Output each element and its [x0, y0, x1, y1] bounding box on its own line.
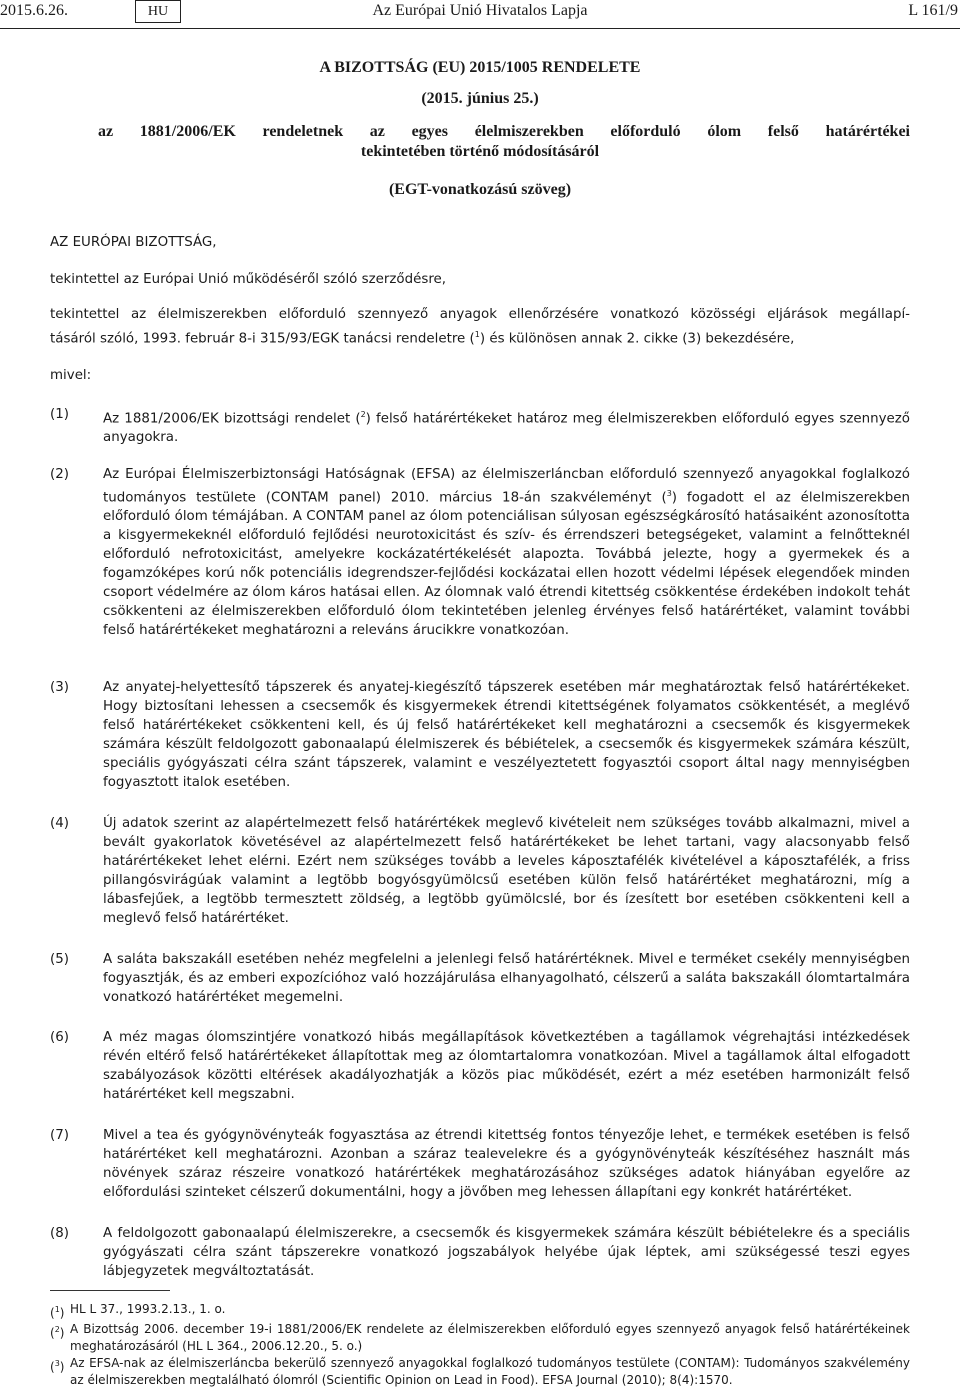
regulation-subject-line1: az 1881/2006/EK rendeletnek az egyes élelmiszerekben előforduló ólom felső határértékei: [98, 123, 910, 140]
preamble-citation-2-line1: tekintettel az élelmiszerekben előforduló szennyező anyagok ellenőrzésére vonatkozó közösségi eljárások megállapí-: [50, 307, 910, 322]
footnote-ref[interactable]: 3: [666, 489, 672, 498]
eea-relevance: (EGT-vonatkozású szöveg): [388, 181, 572, 198]
recital-number: (2): [50, 467, 69, 482]
regulation-title: A BIZOTTSÁG (EU) 2015/1005 RENDELETE: [319, 59, 641, 76]
footnote-divider: [50, 1290, 170, 1291]
footnote-text: A Bizottság 2006. december 19-i 1881/2006/EK rendelete az élelmiszerekben előforduló egyes szennyező anyagok felső határértékeinek meghatározásáról (HL L 364., 2006.12.20., 5. o.): [70, 1322, 910, 1353]
recital-text: A feldolgozott gabonaalapú élelmiszerekre, a csecsemők és kisgyermekek számára készült bébiételekre és a speciális gyógyászati célra szánt tápszerekre vonatkozó jogszabályok helyébe újak léptek, ami szükségessé teszi egyes lábjegyzetek megváltoztatását.: [103, 1226, 910, 1279]
recital-number: (8): [50, 1226, 69, 1241]
whereas-label: mivel:: [50, 368, 92, 383]
journal-title: Az Európai Unió Hivatalos Lapja: [372, 2, 588, 19]
recital-text: Mivel a tea és gyógynövényteák fogyasztása az étrendi kitettség fontos tényezője lehet, e termékek esetében is felső határértéket kell meghatározni. Azonban a száraz tealevelekre és a gyógynövényteák készítéséhez használt más növények száraz részeire vonatkozó határértékek meghatározásához szükséges adatok hiányában egyelőre az előfordulási szinteket célszerű dokumentálni, hogy a jövőben meg lehessen állapítani egy konkrét határértéket.: [103, 1128, 910, 1200]
regulation-date: (2015. június 25.): [421, 90, 539, 107]
recital-number: (6): [50, 1030, 69, 1045]
publication-date: 2015.6.26.: [0, 2, 68, 19]
recital-number: (1): [50, 407, 69, 422]
header-divider: [0, 28, 960, 29]
journal-header: [0, 0, 960, 26]
recital-number: (3): [50, 680, 69, 695]
footnote-text: Az EFSA-nak az élelmiszerláncba bekerülő szennyező anyagokkal foglalkozó tudományos testülete (CONTAM): Tudományos szakvélemény az élelmiszerekben megtalálható ólomról (Scientific Opinion on Lead in Food). EFSA Journal (2010); 8(4):1570.: [70, 1356, 910, 1387]
page-reference: L 161/9: [908, 2, 958, 19]
preamble-citation-2-line2: tásáról szóló, 1993. február 8-i 315/93/EGK tanácsi rendeletre ($^1$) és különösen annak 2. cikke (3) bekezdésére,: [50, 330, 795, 347]
recital-text: Új adatok szerint az alapértelmezett felső határértékek meglevő kivételeit nem szükséges tovább alkalmazni, mivel a bevált gyakorlatok követésével az alapértelmezett felső határértékeket be lehet tartani, vagy alacsonyabb felső határértékeket lehet elérni. Ezért nem szükséges tovább a leveles káposztafélék kivételével a káposztafélék, a friss pillangósvirágúak valamint a legtöbb bogyósgyümölcsű esetében külön felső határértéket meghatározni, míg a lábasfejűek, a legtöbb termesztett zöldség, a legtöbb gyümölcslé, bor és ízesített bor esetében csökkenteni kell a meglevő felső határértéket.: [103, 816, 910, 926]
recital-number: (7): [50, 1128, 69, 1143]
preamble-citation-1: tekintettel az Európai Unió működéséről szóló szerződésre,: [50, 272, 447, 287]
recital-text: Az Európai Élelmiszerbiztonsági Hatóságnak (EFSA) az élelmiszerláncban előforduló szennyező anyagokkal foglalkozó tudományos testülete (CONTAM panel) 2010. március 18-án szakvéleményt ($^3$) fogadott el az élelmiszerekben előforduló ólom témájában. A CONTAM panel az ólom potenciálisan súlyosan egészségkárosító hatásaiként azonosította a kisgyermekeknél előforduló fejlődési neurotoxicitást és szív- és érrendszeri betegségeket, valamint a felnőtteknél előforduló nefrotoxicitást, amelyekre kockázatértékelését alapozta. Továbbá jelezte, hogy a gyermekek és a fogamzóképes korú nők potenciális idegrendszer-fejlődési kockázatai ellen hozott védelmi lépések elegendőek minden csoport védelmére az ólom káros hatásai ellen. Az ólomnak való étrendi kitettség csökkentése érdekében indokolt tehát csökkenteni az élelmiszerekben előforduló ólom tekintetében jelenleg érvényes felső határértéket, valamint további felső határértékeket meghatározni a releváns árucikkre vonatkozóan.: [103, 467, 911, 639]
preamble-author: AZ EURÓPAI BIZOTTSÁG,: [50, 235, 217, 250]
recital-number: (4): [50, 816, 69, 831]
recital-text: A méz magas ólomszintjére vonatkozó hibás megállapítások következtében a tagállamok végrehajtási intézkedések révén eltérő felső határértékeket állapítottak meg az ólomtartalomra vonatkozóan. Mivel a tagállamok által elfogadott szabályozások közötti eltérések akadályozhatják a közös piac működését, ezért a méz esetében harmonizált felső határértéket kell megszabni.: [103, 1030, 910, 1102]
footnote-ref[interactable]: 2: [360, 410, 366, 419]
recital-text: Az 1881/2006/EK bizottsági rendelet ($^2$) felső határértékeket határoz meg élelmiszerekben előforduló egyes szennyező anyagokra.: [103, 410, 910, 446]
footnote-number: ($^2$): [50, 1325, 65, 1340]
footnote-text: HL L 37., 1993.2.13., 1. o.: [70, 1302, 226, 1316]
footnote-number: ($^1$): [50, 1305, 65, 1320]
footnote-ref[interactable]: 1: [474, 330, 480, 339]
regulation-subject-line2: tekintetében történő módosításáról: [360, 143, 600, 160]
footnote-number: ($^3$): [50, 1359, 65, 1374]
recital-text: Az anyatej-helyettesítő tápszerek és anyatej-kiegészítő tápszerek esetében már meghatároztak felső határértékeket. Hogy biztosítani lehessen a csecsemők és kisgyermekek étrendi kitettségének folyamatos csökkentését, a meglévő felső határértékeket csökkenteni kell, és új felső határértékeket kell meghatározni a csecsemők és kisgyermekek számára készült feldolgozott gabonaalapú élelmiszerek és bébiételek, a csecsemők és kisgyermekek számára készült, speciális gyógyászati célra szánt tápszerek, valamint e veszélyeztetett fogyasztói csoport által nagy mennyiségben fogyasztott italok esetében.: [103, 680, 910, 790]
recital-number: (5): [50, 952, 69, 967]
recital-text: A saláta bakszakáll esetében nehéz megfelelni a jelenlegi felső határértéknek. Mivel e terméket csekély mennyiségben fogyasztják, és az emberi expozícióhoz való hozzájárulása elhanyagolható, célszerű a saláta bakszakáll ólomtartalmára vonatkozó határértéket megemelni.: [103, 952, 910, 1005]
language-code-badge: HU: [135, 0, 181, 23]
